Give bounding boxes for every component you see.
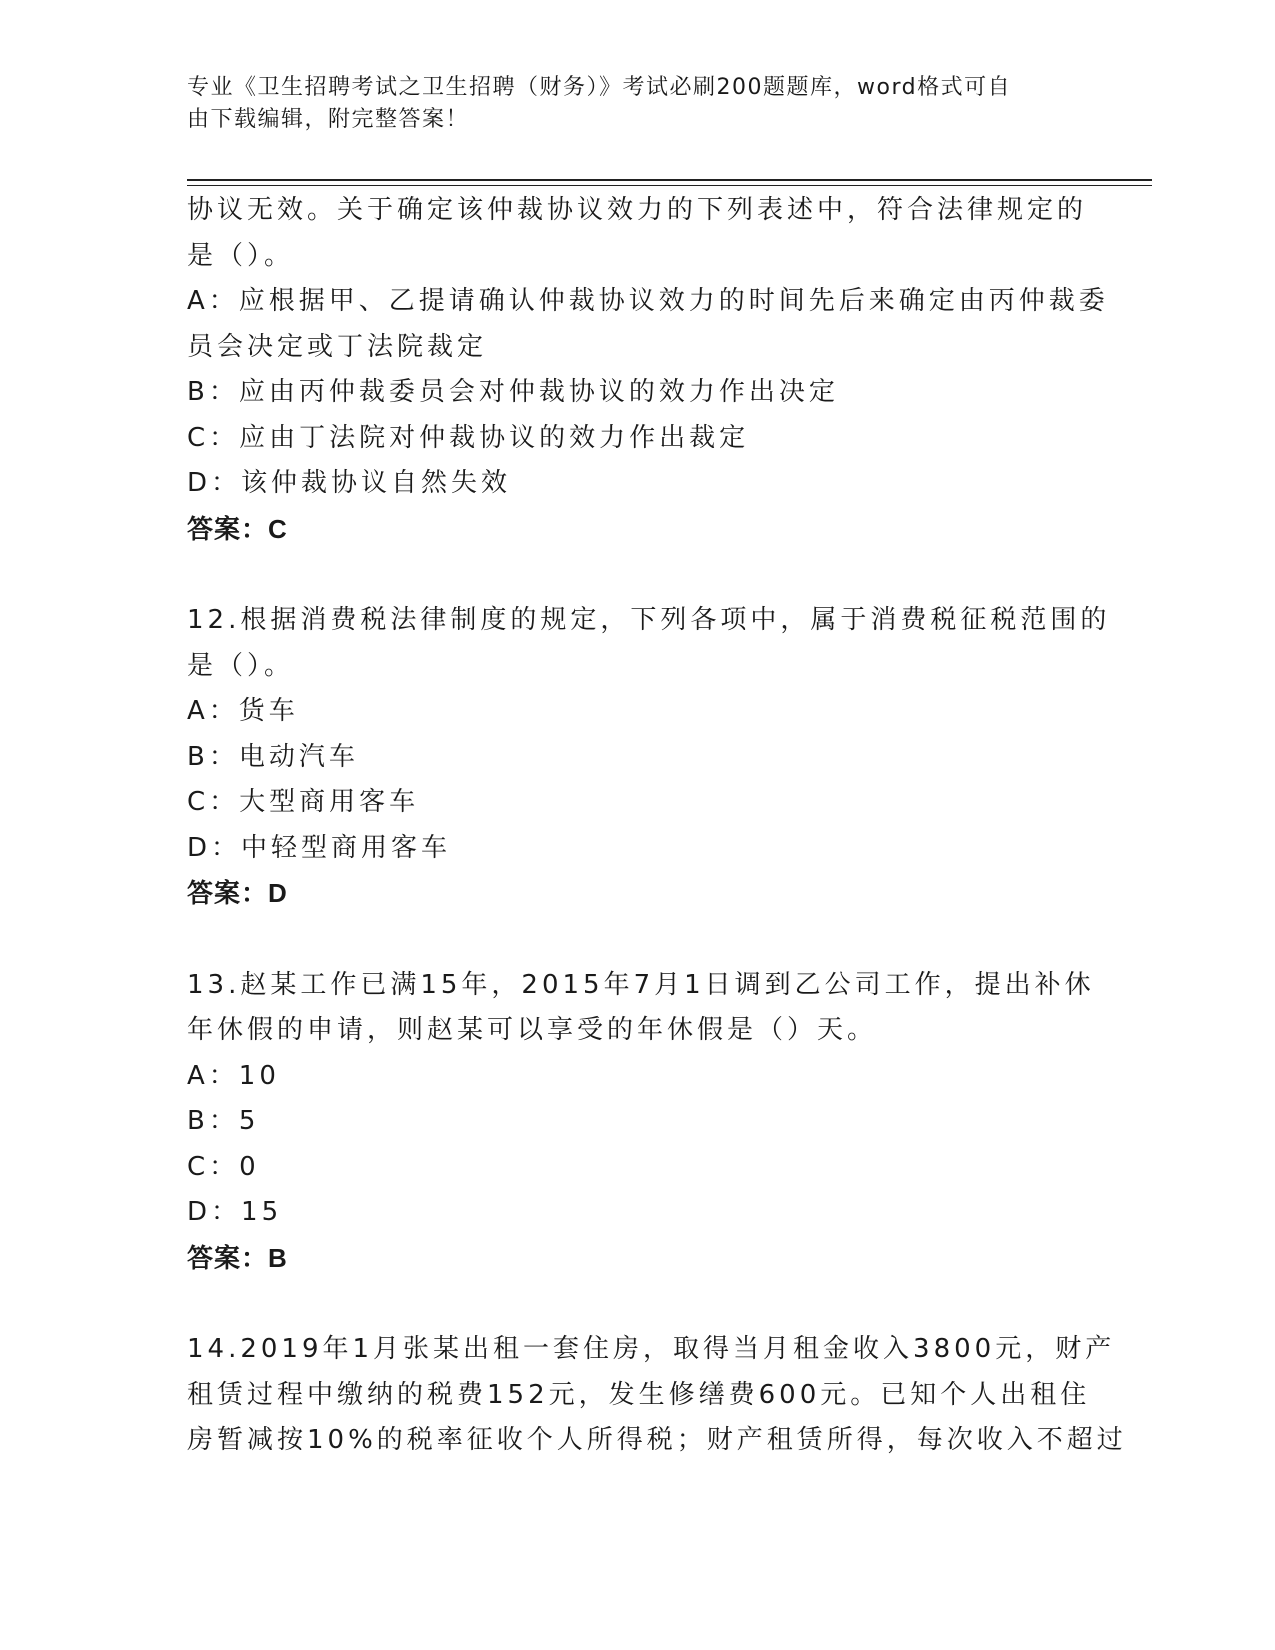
question-stem-line: 是（）。 [187,650,295,681]
question-stem-line: 年休假的申请，则赵某可以享受的年休假是（）天。 [187,1015,878,1045]
question-stem-line: 是（）。 [187,240,295,271]
header-divider-thick [187,179,1152,181]
question-12 [187,598,1111,917]
question-13 [187,963,1095,1282]
question-stem-line: 房暂减按10%的税率征收个人所得税；财产租赁所得，每次收入不超过 [187,1425,1127,1455]
header-title-line-1: 专业《卫生招聘考试之卫生招聘（财务）》考试必刷200题题库，word格式可自 [187,75,1012,100]
question-stem-line: 12.根据消费税法律制度的规定，下列各项中，属于消费税征税范围的 [187,605,1111,635]
spacer [187,917,1087,963]
option-a: A：10 [187,1060,280,1091]
option-b: B：5 [187,1106,260,1136]
answer-label: 答案：B [187,1242,288,1273]
option-a-continued: 员会决定或丁法院裁定 [187,331,488,362]
option-c: C：0 [187,1151,260,1182]
question-list [187,188,1127,1464]
option-c: C：应由丁法院对仲裁协议的效力作出裁定 [187,422,750,453]
question-14 [187,1327,1127,1464]
document-header [187,72,1067,136]
option-b: B：电动汽车 [187,741,359,772]
question-stem-line: 13.赵某工作已满15年，2015年7月1日调到乙公司工作，提出补休 [187,969,1095,1000]
question-stem-line: 14.2019年1月张某出租一套住房，取得当月租金收入3800元，财产 [187,1334,1116,1364]
question-stem-line: 租赁过程中缴纳的税费152元，发生修缮费600元。已知个人出租住 [187,1379,1091,1410]
header-divider-thin [187,185,1152,186]
answer-label: 答案：C [187,513,288,544]
header-title-line-2: 由下载编辑，附完整答案！ [187,107,470,132]
answer-label: 答案：D [187,878,288,908]
option-d: D：中轻型商用客车 [187,832,452,863]
option-b: B：应由丙仲裁委员会对仲裁协议的效力作出决定 [187,377,839,407]
spacer [187,1281,1087,1327]
option-c: C：大型商用客车 [187,787,420,817]
question-stem-line: 协议无效。关于确定该仲裁协议效力的下列表述中，符合法律规定的 [187,195,1088,225]
spacer [187,552,1087,598]
option-d: D：15 [187,1197,283,1227]
option-a: A：应根据甲、乙提请确认仲裁协议效力的时间先后来确定由丙仲裁委 [187,286,1109,316]
option-d: D：该仲裁协议自然失效 [187,468,512,498]
option-a: A：货车 [187,696,299,726]
question-11 [187,188,1109,552]
